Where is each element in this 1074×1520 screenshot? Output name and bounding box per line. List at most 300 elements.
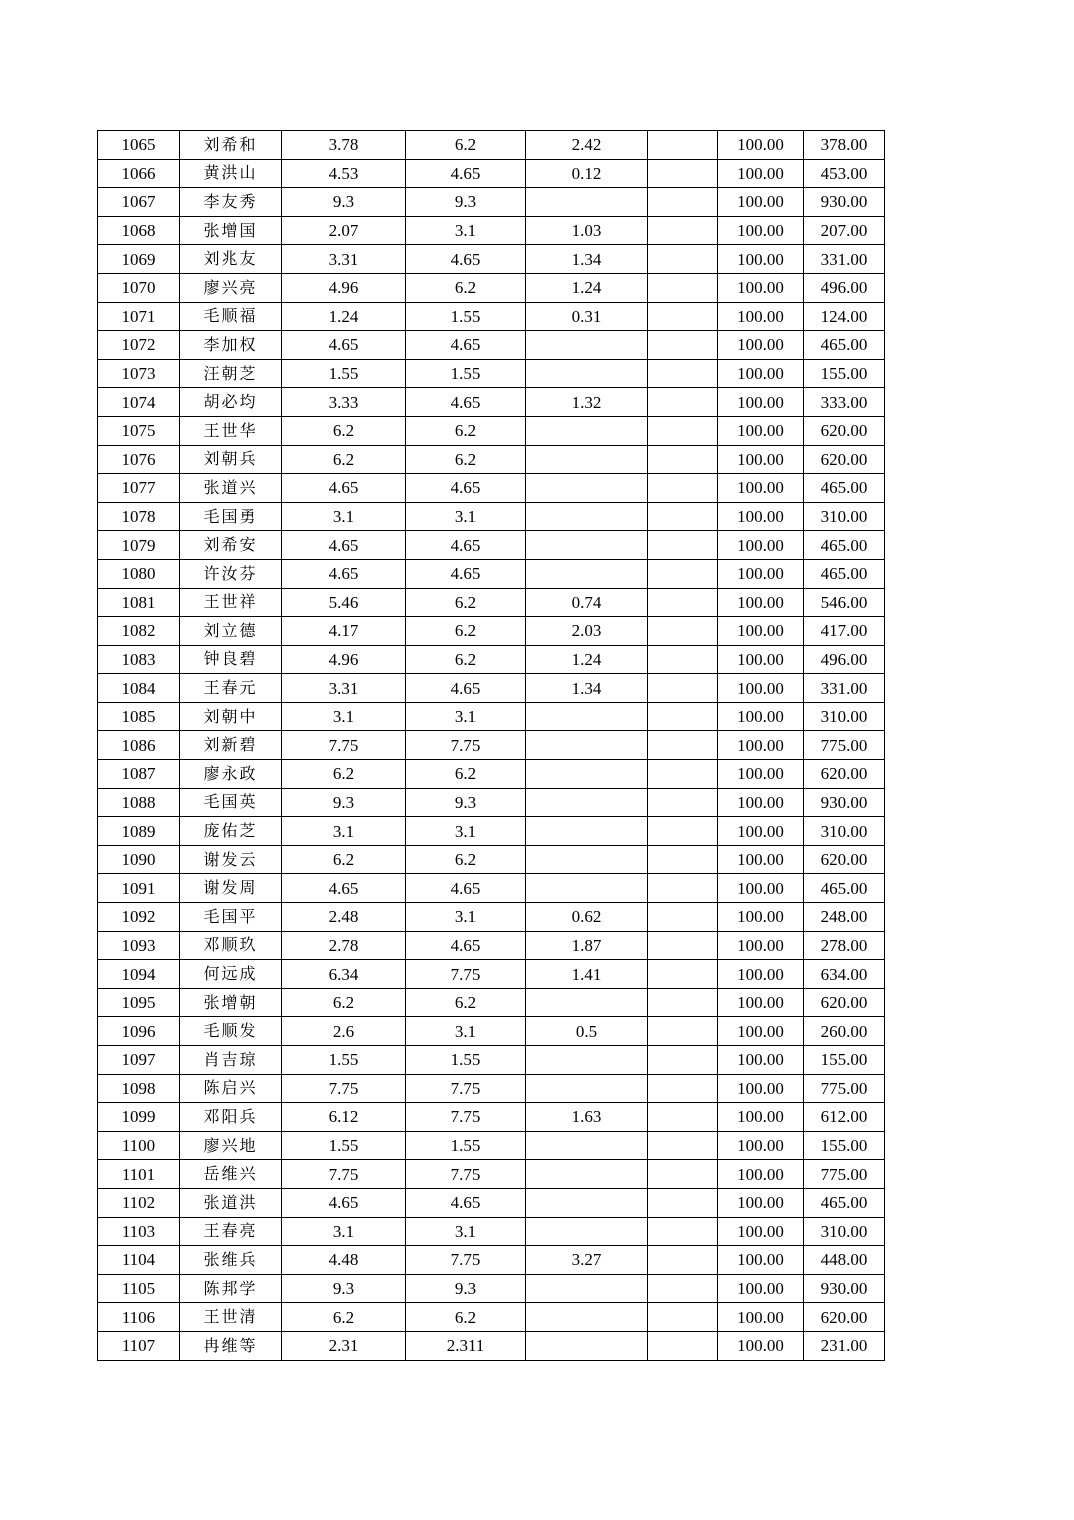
value-cell-3: 6.2 bbox=[282, 416, 406, 445]
value-cell-4: 6.2 bbox=[406, 617, 526, 646]
table-row bbox=[98, 388, 885, 417]
value-cell-5: 1.34 bbox=[526, 674, 648, 703]
rate-cell: 100.00 bbox=[718, 531, 804, 560]
value-cell-6 bbox=[648, 1246, 718, 1275]
rate-cell: 100.00 bbox=[718, 331, 804, 360]
value-cell-3: 4.53 bbox=[282, 159, 406, 188]
row-number-cell: 1084 bbox=[98, 674, 180, 703]
table-row bbox=[98, 874, 885, 903]
value-cell-3: 9.3 bbox=[282, 188, 406, 217]
name-cell: 胡必均 bbox=[180, 388, 282, 417]
amount-cell: 465.00 bbox=[804, 531, 885, 560]
amount-cell: 278.00 bbox=[804, 931, 885, 960]
value-cell-5 bbox=[526, 1074, 648, 1103]
row-number-cell: 1099 bbox=[98, 1103, 180, 1132]
rate-cell: 100.00 bbox=[718, 1131, 804, 1160]
table-row bbox=[98, 931, 885, 960]
table-row bbox=[98, 131, 885, 160]
value-cell-4: 9.3 bbox=[406, 188, 526, 217]
amount-cell: 378.00 bbox=[804, 131, 885, 160]
data-table bbox=[97, 130, 885, 1361]
value-cell-4: 3.1 bbox=[406, 1017, 526, 1046]
amount-cell: 620.00 bbox=[804, 760, 885, 789]
value-cell-4: 6.2 bbox=[406, 760, 526, 789]
row-number-cell: 1087 bbox=[98, 760, 180, 789]
amount-cell: 331.00 bbox=[804, 674, 885, 703]
value-cell-4: 6.2 bbox=[406, 273, 526, 302]
name-cell: 谢发云 bbox=[180, 845, 282, 874]
value-cell-3: 4.65 bbox=[282, 474, 406, 503]
value-cell-6 bbox=[648, 903, 718, 932]
value-cell-6 bbox=[648, 731, 718, 760]
value-cell-5 bbox=[526, 845, 648, 874]
rate-cell: 100.00 bbox=[718, 588, 804, 617]
value-cell-6 bbox=[648, 359, 718, 388]
table-row bbox=[98, 216, 885, 245]
table-row bbox=[98, 817, 885, 846]
value-cell-6 bbox=[648, 817, 718, 846]
table-row bbox=[98, 788, 885, 817]
rate-cell: 100.00 bbox=[718, 131, 804, 160]
row-number-cell: 1068 bbox=[98, 216, 180, 245]
value-cell-5 bbox=[526, 1160, 648, 1189]
value-cell-4: 4.65 bbox=[406, 331, 526, 360]
value-cell-3: 3.78 bbox=[282, 131, 406, 160]
row-number-cell: 1066 bbox=[98, 159, 180, 188]
value-cell-3: 4.65 bbox=[282, 531, 406, 560]
rate-cell: 100.00 bbox=[718, 1188, 804, 1217]
table-row bbox=[98, 645, 885, 674]
name-cell: 张增朝 bbox=[180, 988, 282, 1017]
name-cell: 廖兴地 bbox=[180, 1131, 282, 1160]
value-cell-4: 6.2 bbox=[406, 845, 526, 874]
value-cell-5: 3.27 bbox=[526, 1246, 648, 1275]
value-cell-6 bbox=[648, 131, 718, 160]
value-cell-6 bbox=[648, 1331, 718, 1360]
value-cell-3: 3.33 bbox=[282, 388, 406, 417]
row-number-cell: 1070 bbox=[98, 273, 180, 302]
name-cell: 王春元 bbox=[180, 674, 282, 703]
rate-cell: 100.00 bbox=[718, 617, 804, 646]
table-row bbox=[98, 845, 885, 874]
rate-cell: 100.00 bbox=[718, 502, 804, 531]
amount-cell: 465.00 bbox=[804, 1188, 885, 1217]
value-cell-6 bbox=[648, 1217, 718, 1246]
value-cell-5: 2.03 bbox=[526, 617, 648, 646]
value-cell-6 bbox=[648, 988, 718, 1017]
name-cell: 毛国勇 bbox=[180, 502, 282, 531]
name-cell: 谢发周 bbox=[180, 874, 282, 903]
amount-cell: 207.00 bbox=[804, 216, 885, 245]
value-cell-4: 7.75 bbox=[406, 1074, 526, 1103]
name-cell: 毛国英 bbox=[180, 788, 282, 817]
rate-cell: 100.00 bbox=[718, 359, 804, 388]
value-cell-6 bbox=[648, 1274, 718, 1303]
name-cell: 黄洪山 bbox=[180, 159, 282, 188]
value-cell-6 bbox=[648, 1046, 718, 1075]
rate-cell: 100.00 bbox=[718, 731, 804, 760]
row-number-cell: 1103 bbox=[98, 1217, 180, 1246]
row-number-cell: 1074 bbox=[98, 388, 180, 417]
name-cell: 邓顺玖 bbox=[180, 931, 282, 960]
rate-cell: 100.00 bbox=[718, 988, 804, 1017]
value-cell-3: 6.2 bbox=[282, 1303, 406, 1332]
table-row bbox=[98, 359, 885, 388]
rate-cell: 100.00 bbox=[718, 702, 804, 731]
row-number-cell: 1073 bbox=[98, 359, 180, 388]
name-cell: 陈启兴 bbox=[180, 1074, 282, 1103]
value-cell-4: 9.3 bbox=[406, 788, 526, 817]
name-cell: 王世祥 bbox=[180, 588, 282, 617]
rate-cell: 100.00 bbox=[718, 1103, 804, 1132]
value-cell-3: 4.65 bbox=[282, 1188, 406, 1217]
value-cell-4: 4.65 bbox=[406, 674, 526, 703]
amount-cell: 620.00 bbox=[804, 416, 885, 445]
value-cell-5 bbox=[526, 531, 648, 560]
rate-cell: 100.00 bbox=[718, 216, 804, 245]
table-row bbox=[98, 1103, 885, 1132]
value-cell-3: 5.46 bbox=[282, 588, 406, 617]
value-cell-4: 3.1 bbox=[406, 1217, 526, 1246]
name-cell: 汪朝芝 bbox=[180, 359, 282, 388]
value-cell-4: 6.2 bbox=[406, 131, 526, 160]
value-cell-3: 1.55 bbox=[282, 1046, 406, 1075]
value-cell-5 bbox=[526, 474, 648, 503]
value-cell-6 bbox=[648, 1131, 718, 1160]
value-cell-5 bbox=[526, 874, 648, 903]
value-cell-6 bbox=[648, 531, 718, 560]
amount-cell: 465.00 bbox=[804, 331, 885, 360]
value-cell-5: 1.41 bbox=[526, 960, 648, 989]
name-cell: 何远成 bbox=[180, 960, 282, 989]
value-cell-3: 3.31 bbox=[282, 245, 406, 274]
amount-cell: 546.00 bbox=[804, 588, 885, 617]
value-cell-5: 1.24 bbox=[526, 645, 648, 674]
table-row bbox=[98, 1046, 885, 1075]
value-cell-4: 4.65 bbox=[406, 245, 526, 274]
table-row bbox=[98, 188, 885, 217]
value-cell-6 bbox=[648, 502, 718, 531]
amount-cell: 612.00 bbox=[804, 1103, 885, 1132]
row-number-cell: 1069 bbox=[98, 245, 180, 274]
name-cell: 刘朝兵 bbox=[180, 445, 282, 474]
rate-cell: 100.00 bbox=[718, 817, 804, 846]
value-cell-5 bbox=[526, 1303, 648, 1332]
table-row bbox=[98, 674, 885, 703]
value-cell-5 bbox=[526, 1217, 648, 1246]
value-cell-4: 7.75 bbox=[406, 731, 526, 760]
value-cell-3: 2.78 bbox=[282, 931, 406, 960]
table-row bbox=[98, 760, 885, 789]
row-number-cell: 1067 bbox=[98, 188, 180, 217]
table-row bbox=[98, 1217, 885, 1246]
value-cell-3: 3.1 bbox=[282, 702, 406, 731]
row-number-cell: 1097 bbox=[98, 1046, 180, 1075]
value-cell-3: 6.2 bbox=[282, 988, 406, 1017]
value-cell-3: 2.31 bbox=[282, 1331, 406, 1360]
value-cell-4: 6.2 bbox=[406, 988, 526, 1017]
rate-cell: 100.00 bbox=[718, 474, 804, 503]
amount-cell: 231.00 bbox=[804, 1331, 885, 1360]
value-cell-6 bbox=[648, 931, 718, 960]
row-number-cell: 1093 bbox=[98, 931, 180, 960]
value-cell-5: 1.87 bbox=[526, 931, 648, 960]
value-cell-4: 7.75 bbox=[406, 1246, 526, 1275]
rate-cell: 100.00 bbox=[718, 1046, 804, 1075]
table-row bbox=[98, 159, 885, 188]
value-cell-5: 1.32 bbox=[526, 388, 648, 417]
value-cell-3: 3.1 bbox=[282, 817, 406, 846]
value-cell-4: 7.75 bbox=[406, 1160, 526, 1189]
row-number-cell: 1100 bbox=[98, 1131, 180, 1160]
row-number-cell: 1090 bbox=[98, 845, 180, 874]
table-row bbox=[98, 1074, 885, 1103]
amount-cell: 465.00 bbox=[804, 474, 885, 503]
value-cell-3: 3.1 bbox=[282, 502, 406, 531]
name-cell: 邓阳兵 bbox=[180, 1103, 282, 1132]
value-cell-6 bbox=[648, 874, 718, 903]
row-number-cell: 1096 bbox=[98, 1017, 180, 1046]
value-cell-4: 1.55 bbox=[406, 302, 526, 331]
name-cell: 刘希和 bbox=[180, 131, 282, 160]
value-cell-3: 4.96 bbox=[282, 645, 406, 674]
table-row bbox=[98, 960, 885, 989]
table-row bbox=[98, 588, 885, 617]
name-cell: 刘立德 bbox=[180, 617, 282, 646]
value-cell-4: 1.55 bbox=[406, 1046, 526, 1075]
value-cell-4: 9.3 bbox=[406, 1274, 526, 1303]
rate-cell: 100.00 bbox=[718, 1074, 804, 1103]
value-cell-3: 7.75 bbox=[282, 1074, 406, 1103]
value-cell-3: 3.1 bbox=[282, 1217, 406, 1246]
amount-cell: 620.00 bbox=[804, 988, 885, 1017]
name-cell: 毛国平 bbox=[180, 903, 282, 932]
value-cell-4: 4.65 bbox=[406, 931, 526, 960]
value-cell-3: 4.65 bbox=[282, 331, 406, 360]
value-cell-4: 1.55 bbox=[406, 1131, 526, 1160]
value-cell-4: 7.75 bbox=[406, 960, 526, 989]
value-cell-5 bbox=[526, 1046, 648, 1075]
rate-cell: 100.00 bbox=[718, 1217, 804, 1246]
value-cell-6 bbox=[648, 588, 718, 617]
value-cell-6 bbox=[648, 474, 718, 503]
table-row bbox=[98, 988, 885, 1017]
value-cell-3: 6.34 bbox=[282, 960, 406, 989]
value-cell-3: 6.12 bbox=[282, 1103, 406, 1132]
rate-cell: 100.00 bbox=[718, 416, 804, 445]
table-row bbox=[98, 1131, 885, 1160]
value-cell-5 bbox=[526, 445, 648, 474]
value-cell-3: 6.2 bbox=[282, 845, 406, 874]
amount-cell: 310.00 bbox=[804, 817, 885, 846]
row-number-cell: 1095 bbox=[98, 988, 180, 1017]
amount-cell: 930.00 bbox=[804, 188, 885, 217]
value-cell-3: 1.55 bbox=[282, 1131, 406, 1160]
rate-cell: 100.00 bbox=[718, 559, 804, 588]
name-cell: 毛顺发 bbox=[180, 1017, 282, 1046]
table-row bbox=[98, 1017, 885, 1046]
value-cell-6 bbox=[648, 1103, 718, 1132]
row-number-cell: 1098 bbox=[98, 1074, 180, 1103]
value-cell-3: 4.65 bbox=[282, 874, 406, 903]
value-cell-6 bbox=[648, 273, 718, 302]
row-number-cell: 1076 bbox=[98, 445, 180, 474]
value-cell-5 bbox=[526, 331, 648, 360]
amount-cell: 620.00 bbox=[804, 445, 885, 474]
amount-cell: 124.00 bbox=[804, 302, 885, 331]
row-number-cell: 1089 bbox=[98, 817, 180, 846]
row-number-cell: 1077 bbox=[98, 474, 180, 503]
value-cell-4: 4.65 bbox=[406, 531, 526, 560]
name-cell: 冉维等 bbox=[180, 1331, 282, 1360]
value-cell-6 bbox=[648, 674, 718, 703]
value-cell-5 bbox=[526, 559, 648, 588]
row-number-cell: 1081 bbox=[98, 588, 180, 617]
amount-cell: 331.00 bbox=[804, 245, 885, 274]
value-cell-4: 4.65 bbox=[406, 1188, 526, 1217]
row-number-cell: 1086 bbox=[98, 731, 180, 760]
value-cell-3: 4.48 bbox=[282, 1246, 406, 1275]
table-row bbox=[98, 474, 885, 503]
value-cell-5 bbox=[526, 1131, 648, 1160]
name-cell: 肖吉琼 bbox=[180, 1046, 282, 1075]
amount-cell: 453.00 bbox=[804, 159, 885, 188]
table-row bbox=[98, 702, 885, 731]
rate-cell: 100.00 bbox=[718, 1017, 804, 1046]
rate-cell: 100.00 bbox=[718, 273, 804, 302]
name-cell: 李加权 bbox=[180, 331, 282, 360]
amount-cell: 155.00 bbox=[804, 1131, 885, 1160]
table-row bbox=[98, 1160, 885, 1189]
row-number-cell: 1088 bbox=[98, 788, 180, 817]
row-number-cell: 1083 bbox=[98, 645, 180, 674]
table-row bbox=[98, 1246, 885, 1275]
rate-cell: 100.00 bbox=[718, 1331, 804, 1360]
value-cell-3: 4.17 bbox=[282, 617, 406, 646]
amount-cell: 155.00 bbox=[804, 359, 885, 388]
value-cell-4: 7.75 bbox=[406, 1103, 526, 1132]
value-cell-5 bbox=[526, 1331, 648, 1360]
amount-cell: 634.00 bbox=[804, 960, 885, 989]
amount-cell: 775.00 bbox=[804, 1160, 885, 1189]
name-cell: 庞佑芝 bbox=[180, 817, 282, 846]
row-number-cell: 1107 bbox=[98, 1331, 180, 1360]
amount-cell: 310.00 bbox=[804, 502, 885, 531]
value-cell-6 bbox=[648, 1160, 718, 1189]
amount-cell: 260.00 bbox=[804, 1017, 885, 1046]
table-row bbox=[98, 445, 885, 474]
value-cell-5 bbox=[526, 359, 648, 388]
name-cell: 陈邦学 bbox=[180, 1274, 282, 1303]
row-number-cell: 1101 bbox=[98, 1160, 180, 1189]
value-cell-4: 6.2 bbox=[406, 445, 526, 474]
table-row bbox=[98, 273, 885, 302]
name-cell: 张道洪 bbox=[180, 1188, 282, 1217]
value-cell-5: 0.74 bbox=[526, 588, 648, 617]
row-number-cell: 1106 bbox=[98, 1303, 180, 1332]
value-cell-3: 4.96 bbox=[282, 273, 406, 302]
name-cell: 毛顺福 bbox=[180, 302, 282, 331]
table-row bbox=[98, 1303, 885, 1332]
value-cell-5: 0.62 bbox=[526, 903, 648, 932]
amount-cell: 620.00 bbox=[804, 1303, 885, 1332]
name-cell: 王世华 bbox=[180, 416, 282, 445]
value-cell-3: 2.6 bbox=[282, 1017, 406, 1046]
table-row bbox=[98, 617, 885, 646]
amount-cell: 248.00 bbox=[804, 903, 885, 932]
amount-cell: 310.00 bbox=[804, 702, 885, 731]
value-cell-4: 6.2 bbox=[406, 1303, 526, 1332]
rate-cell: 100.00 bbox=[718, 931, 804, 960]
value-cell-5: 1.34 bbox=[526, 245, 648, 274]
value-cell-6 bbox=[648, 1188, 718, 1217]
rate-cell: 100.00 bbox=[718, 159, 804, 188]
row-number-cell: 1091 bbox=[98, 874, 180, 903]
amount-cell: 775.00 bbox=[804, 731, 885, 760]
amount-cell: 930.00 bbox=[804, 1274, 885, 1303]
value-cell-4: 6.2 bbox=[406, 645, 526, 674]
value-cell-4: 3.1 bbox=[406, 502, 526, 531]
value-cell-5 bbox=[526, 731, 648, 760]
value-cell-5: 1.63 bbox=[526, 1103, 648, 1132]
name-cell: 廖兴亮 bbox=[180, 273, 282, 302]
value-cell-6 bbox=[648, 760, 718, 789]
table-row bbox=[98, 502, 885, 531]
rate-cell: 100.00 bbox=[718, 188, 804, 217]
value-cell-3: 6.2 bbox=[282, 445, 406, 474]
value-cell-4: 3.1 bbox=[406, 817, 526, 846]
name-cell: 刘新碧 bbox=[180, 731, 282, 760]
name-cell: 刘兆友 bbox=[180, 245, 282, 274]
row-number-cell: 1080 bbox=[98, 559, 180, 588]
value-cell-4: 3.1 bbox=[406, 903, 526, 932]
value-cell-5: 0.12 bbox=[526, 159, 648, 188]
value-cell-6 bbox=[648, 788, 718, 817]
row-number-cell: 1079 bbox=[98, 531, 180, 560]
value-cell-3: 1.55 bbox=[282, 359, 406, 388]
value-cell-6 bbox=[648, 159, 718, 188]
value-cell-3: 2.07 bbox=[282, 216, 406, 245]
value-cell-6 bbox=[648, 960, 718, 989]
name-cell: 钟良碧 bbox=[180, 645, 282, 674]
amount-cell: 310.00 bbox=[804, 1217, 885, 1246]
amount-cell: 333.00 bbox=[804, 388, 885, 417]
value-cell-3: 2.48 bbox=[282, 903, 406, 932]
table-row bbox=[98, 416, 885, 445]
value-cell-6 bbox=[648, 559, 718, 588]
value-cell-5 bbox=[526, 988, 648, 1017]
value-cell-6 bbox=[648, 1074, 718, 1103]
value-cell-4: 1.55 bbox=[406, 359, 526, 388]
value-cell-4: 4.65 bbox=[406, 874, 526, 903]
value-cell-4: 3.1 bbox=[406, 702, 526, 731]
rate-cell: 100.00 bbox=[718, 1303, 804, 1332]
value-cell-4: 4.65 bbox=[406, 388, 526, 417]
row-number-cell: 1104 bbox=[98, 1246, 180, 1275]
value-cell-3: 3.31 bbox=[282, 674, 406, 703]
amount-cell: 417.00 bbox=[804, 617, 885, 646]
value-cell-5: 0.5 bbox=[526, 1017, 648, 1046]
value-cell-5 bbox=[526, 1188, 648, 1217]
value-cell-5: 1.24 bbox=[526, 273, 648, 302]
row-number-cell: 1082 bbox=[98, 617, 180, 646]
table-row bbox=[98, 903, 885, 932]
name-cell: 王春亮 bbox=[180, 1217, 282, 1246]
row-number-cell: 1094 bbox=[98, 960, 180, 989]
value-cell-6 bbox=[648, 416, 718, 445]
value-cell-5 bbox=[526, 502, 648, 531]
row-number-cell: 1105 bbox=[98, 1274, 180, 1303]
